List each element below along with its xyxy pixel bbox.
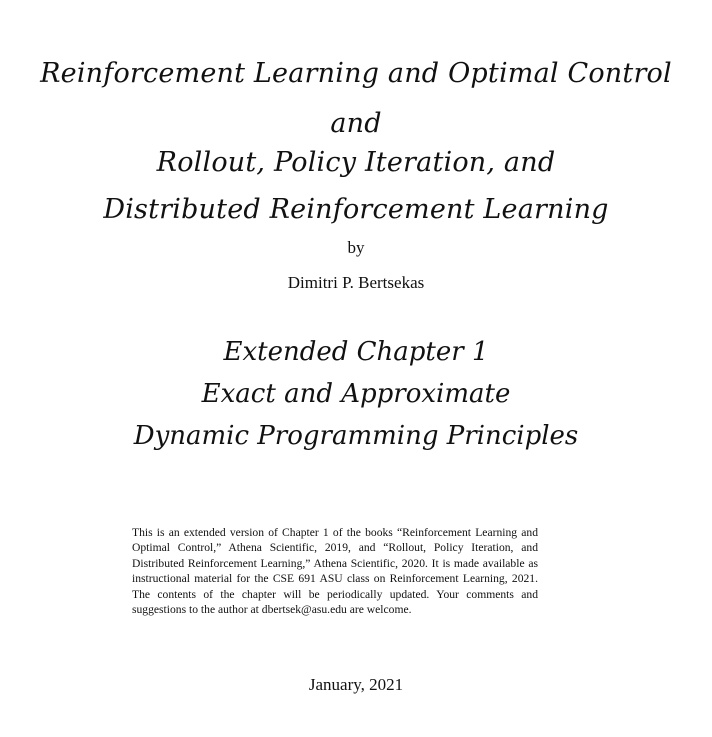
chapter-title-line-2: Exact and Approximate bbox=[201, 379, 511, 409]
book-title-line-4: Distributed Reinforcement Learning bbox=[103, 194, 609, 225]
author-name: Dimitri P. Bertsekas bbox=[287, 273, 425, 292]
publication-date: January, 2021 bbox=[308, 675, 404, 694]
book-title-line-3: Rollout, Policy Iteration, and bbox=[156, 147, 556, 178]
explanatory-note: This is an extended version of Chapter 1 of the books “Reinforcement Learning and Optimal Control,” Athena Scientific, 2019, and “Rollout, Policy Iteration, and Distributed Reinforcement Learning,” Athena Scientific, 2020. It is made available as instructional material for the CSE 691 ASU class on Reinforcement Learning, 2021. The contents of the chapter will be periodically updated. Your comments and suggestions to the author at dbertsek@asu.edu are welcome. bbox=[132, 526, 538, 617]
book-title-line-2: and bbox=[330, 108, 382, 139]
book-title-line-1: Reinforcement Learning and Optimal Control bbox=[40, 58, 672, 89]
byline-by: by bbox=[347, 238, 365, 257]
chapter-title-line-3: Dynamic Programming Principles bbox=[133, 421, 579, 451]
chapter-title-line-1: Extended Chapter 1 bbox=[223, 337, 489, 367]
